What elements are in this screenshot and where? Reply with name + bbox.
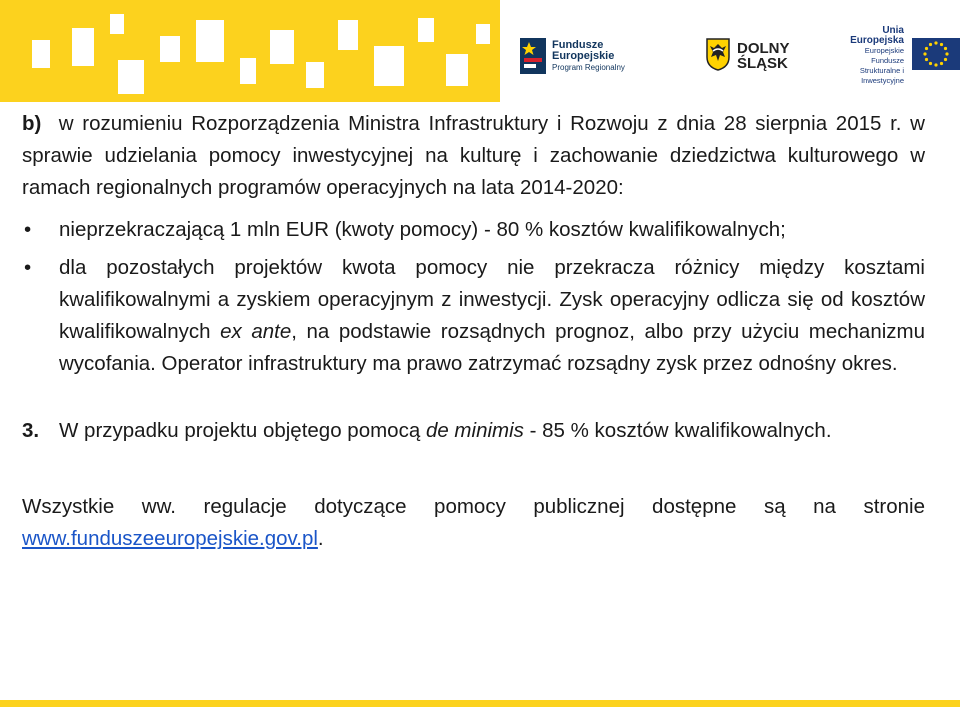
point3-text-part2: - 85 % kosztów kwalifikowalnych. [529, 419, 832, 442]
decor-square [270, 30, 294, 64]
fundusze-europejskie-logo [520, 36, 625, 76]
intro-paragraph [22, 108, 925, 204]
bullet1-text: nieprzekraczającą 1 mln EUR (kwoty pomocy) - 80 % kosztów kwalifikowalnych; [59, 218, 786, 241]
decor-square [118, 60, 144, 94]
eu-flag-icon [912, 38, 960, 75]
decor-square [306, 62, 324, 88]
header-banner [0, 0, 960, 102]
decor-square [110, 14, 124, 34]
ue-line3: Strukturalne i Inwestycyjne [859, 66, 904, 85]
footer-text: Wszystkie ww. regulacje dotyczące pomocy publicznej dostępne są na stronie [22, 495, 925, 518]
logo-strip [500, 0, 960, 102]
bullet2-text-part1: dla pozostałych projektów kwota pomocy nie przekracza różnicy między kosztami kwalifikowalnymi a zyskiem operacyjnym z inwestycji. Zysk operacyjny odlicza się od kosztów kwalifikowalnych [59, 256, 925, 343]
bullet-symbol: • [24, 256, 32, 279]
decor-square [240, 58, 256, 84]
unia-europejska-logo [840, 25, 960, 85]
point3-italic: de minimis [425, 419, 524, 442]
funduszeeuropejskie-link[interactable]: www.funduszeeuropejskie.gov.pl [22, 527, 318, 550]
fe-line3: Program Regionalny [552, 62, 625, 72]
bullet2-italic: ex ante [220, 320, 292, 343]
eagle-crest-icon [705, 37, 731, 76]
document-body [22, 108, 925, 555]
point-3-number: 3. [22, 419, 40, 442]
list-item [22, 252, 925, 380]
ue-line2: Europejskie Fundusze [864, 46, 904, 65]
bottom-accent-bar [0, 700, 960, 707]
bullet-symbol: • [24, 218, 32, 241]
footer-end: . [317, 527, 324, 550]
point3-text-part1: W przypadku projektu objętego pomocą [59, 419, 421, 442]
decor-square [374, 46, 404, 86]
ue-line1: Unia Europejska [850, 25, 904, 46]
ds-line1: DOLNY [737, 40, 790, 57]
decor-square [32, 40, 50, 68]
dolny-slask-logo [705, 36, 790, 76]
ds-line2: ŚLĄSK [737, 55, 788, 72]
fe-line2: Europejskie [552, 49, 615, 62]
bullet-list [22, 214, 925, 380]
intro-text: w rozumieniu Rozporządzenia Ministra Infrastruktury i Rozwoju z dnia 28 sierpnia 2015 r. w sprawie udzielania pomocy inwestycyjnej na kulturę i zachowanie dziedzictwa kulturowego w ramach regionalnych programów operacyjnych na lata 2014-2020: [22, 112, 925, 199]
decor-square [72, 28, 94, 66]
list-item [22, 214, 925, 246]
decor-square [476, 24, 490, 44]
fe-line1: Fundusze [552, 38, 604, 51]
decor-square [418, 18, 434, 42]
decor-square [338, 20, 358, 50]
decor-square [446, 54, 468, 86]
footer-paragraph [22, 491, 925, 555]
fe-star-icon [520, 38, 546, 74]
bullet2-text-part2: , na podstawie rozsądnych prognoz, albo przy użyciu mechanizmu wycofania. Operator infrastruktury ma prawo zatrzymać rozsądny zysk przez odnośny okres. [59, 320, 925, 375]
point-3-paragraph [22, 415, 925, 447]
decor-square [196, 20, 224, 62]
decor-square [160, 36, 180, 62]
intro-label: b) [22, 112, 42, 135]
